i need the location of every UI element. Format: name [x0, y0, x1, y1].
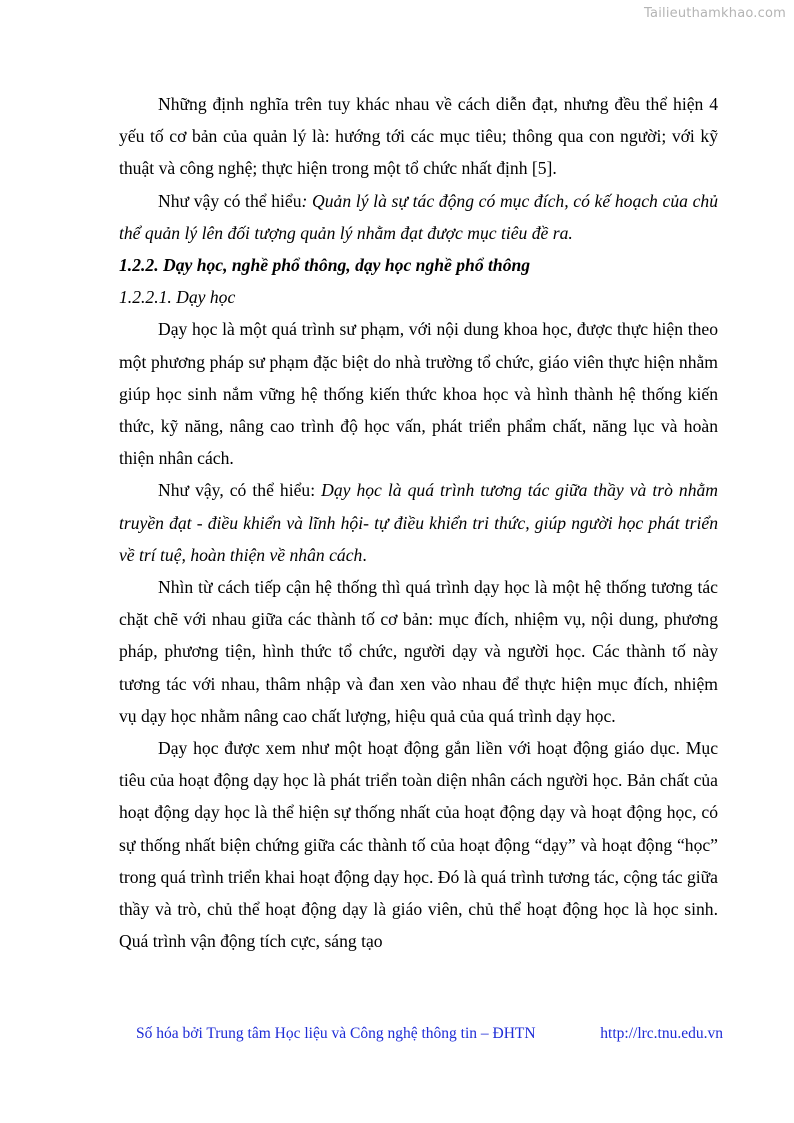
definition-lead: Như vậy, có thể hiểu: [158, 480, 322, 501]
watermark-text: Tailieuthamkhao.com [644, 6, 786, 21]
section-heading-1-2-2: 1.2.2. Dạy học, nghề phổ thông, dạy học nghề phổ thông [119, 255, 531, 276]
paragraph-management-definition [119, 185, 718, 249]
paragraph-teaching-definition [119, 474, 718, 571]
paragraph-management-elements: Những định nghĩa trên tuy khác nhau về cách diễn đạt, nhưng đều thể hiện 4 yếu tố cơ bản của quản lý là: hướng tới các mục tiêu; thông qua con người; với kỹ thuật và công nghệ; thực hiện trong một tổ chức nhất định [5]. [119, 94, 718, 179]
footer-digitized-by: Số hóa bởi Trung tâm Học liệu và Công nghệ thông tin – ĐHTN [136, 1025, 536, 1042]
paragraph-system-approach: Nhìn từ cách tiếp cận hệ thống thì quá trình dạy học là một hệ thống tương tác chặt chẽ với nhau giữa các thành tố cơ bản: mục đích, nhiệm vụ, nội dung, phương pháp, phương tiện, hình thức tổ chức, người dạy và người học. Các thành tố này tương tác với nhau, thâm nhập và đan xen vào nhau để thực hiện mục đích, nhiệm vụ dạy học nhằm nâng cao chất lượng, hiệu quả của quá trình dạy học. [119, 577, 718, 726]
management-definition-text: : Quản lý là sự tác động có mục đích, có kế hoạch của chủ thể quản lý lên đối tượng quản lý nhằm đạt được mục tiêu đề ra. [119, 190, 718, 243]
teaching-definition-text: Dạy học là quá trình tương tác giữa thầy và trò nhằm truyền đạt - điều khiển và lĩnh hội- tự điều khiển tri thức, giúp người học phát triển về trí tuệ, hoàn thiện về nhân cách [119, 480, 719, 565]
subsection-heading-1-2-2-1: 1.2.2.1. Dạy học [119, 287, 236, 308]
definition-lead: Như vậy có thể hiểu [158, 190, 302, 211]
paragraph-teaching-process: Dạy học là một quá trình sư phạm, với nội dung khoa học, được thực hiện theo một phương pháp sư phạm đặc biệt do nhà trường tổ chức, giáo viên thực hiện nhằm giúp học sinh nắm vững hệ thống kiến thức khoa học và hình thành hệ thống kiến thức, kỹ năng, nâng cao trình độ học vấn, phát triển phẩm chất, năng lục và hoàn thiện nhân cách. [119, 319, 718, 469]
document-body [119, 88, 718, 957]
footer-url: http://lrc.tnu.edu.vn [600, 1025, 723, 1042]
page-footer [136, 1025, 723, 1043]
paragraph-teaching-activity: Dạy học được xem như một hoạt động gắn liền với hoạt động giáo dục. Mục tiêu của hoạt động dạy học là phát triển toàn diện nhân cách người học. Bản chất của hoạt động dạy học là thể hiện sự thống nhất của hoạt động dạy và hoạt động học, có sự thống nhất biện chứng giữa các thành tố của hoạt động “dạy” và hoạt động “học” trong quá trình triển khai hoạt động dạy học. Đó là quá trình tương tác, cộng tác giữa thầy và trò, chủ thể hoạt động dạy là giáo viên, chủ thể hoạt động học là học sinh. Quá trình vận động tích cực, sáng tạo [119, 738, 718, 952]
definition-period: . [362, 544, 367, 565]
